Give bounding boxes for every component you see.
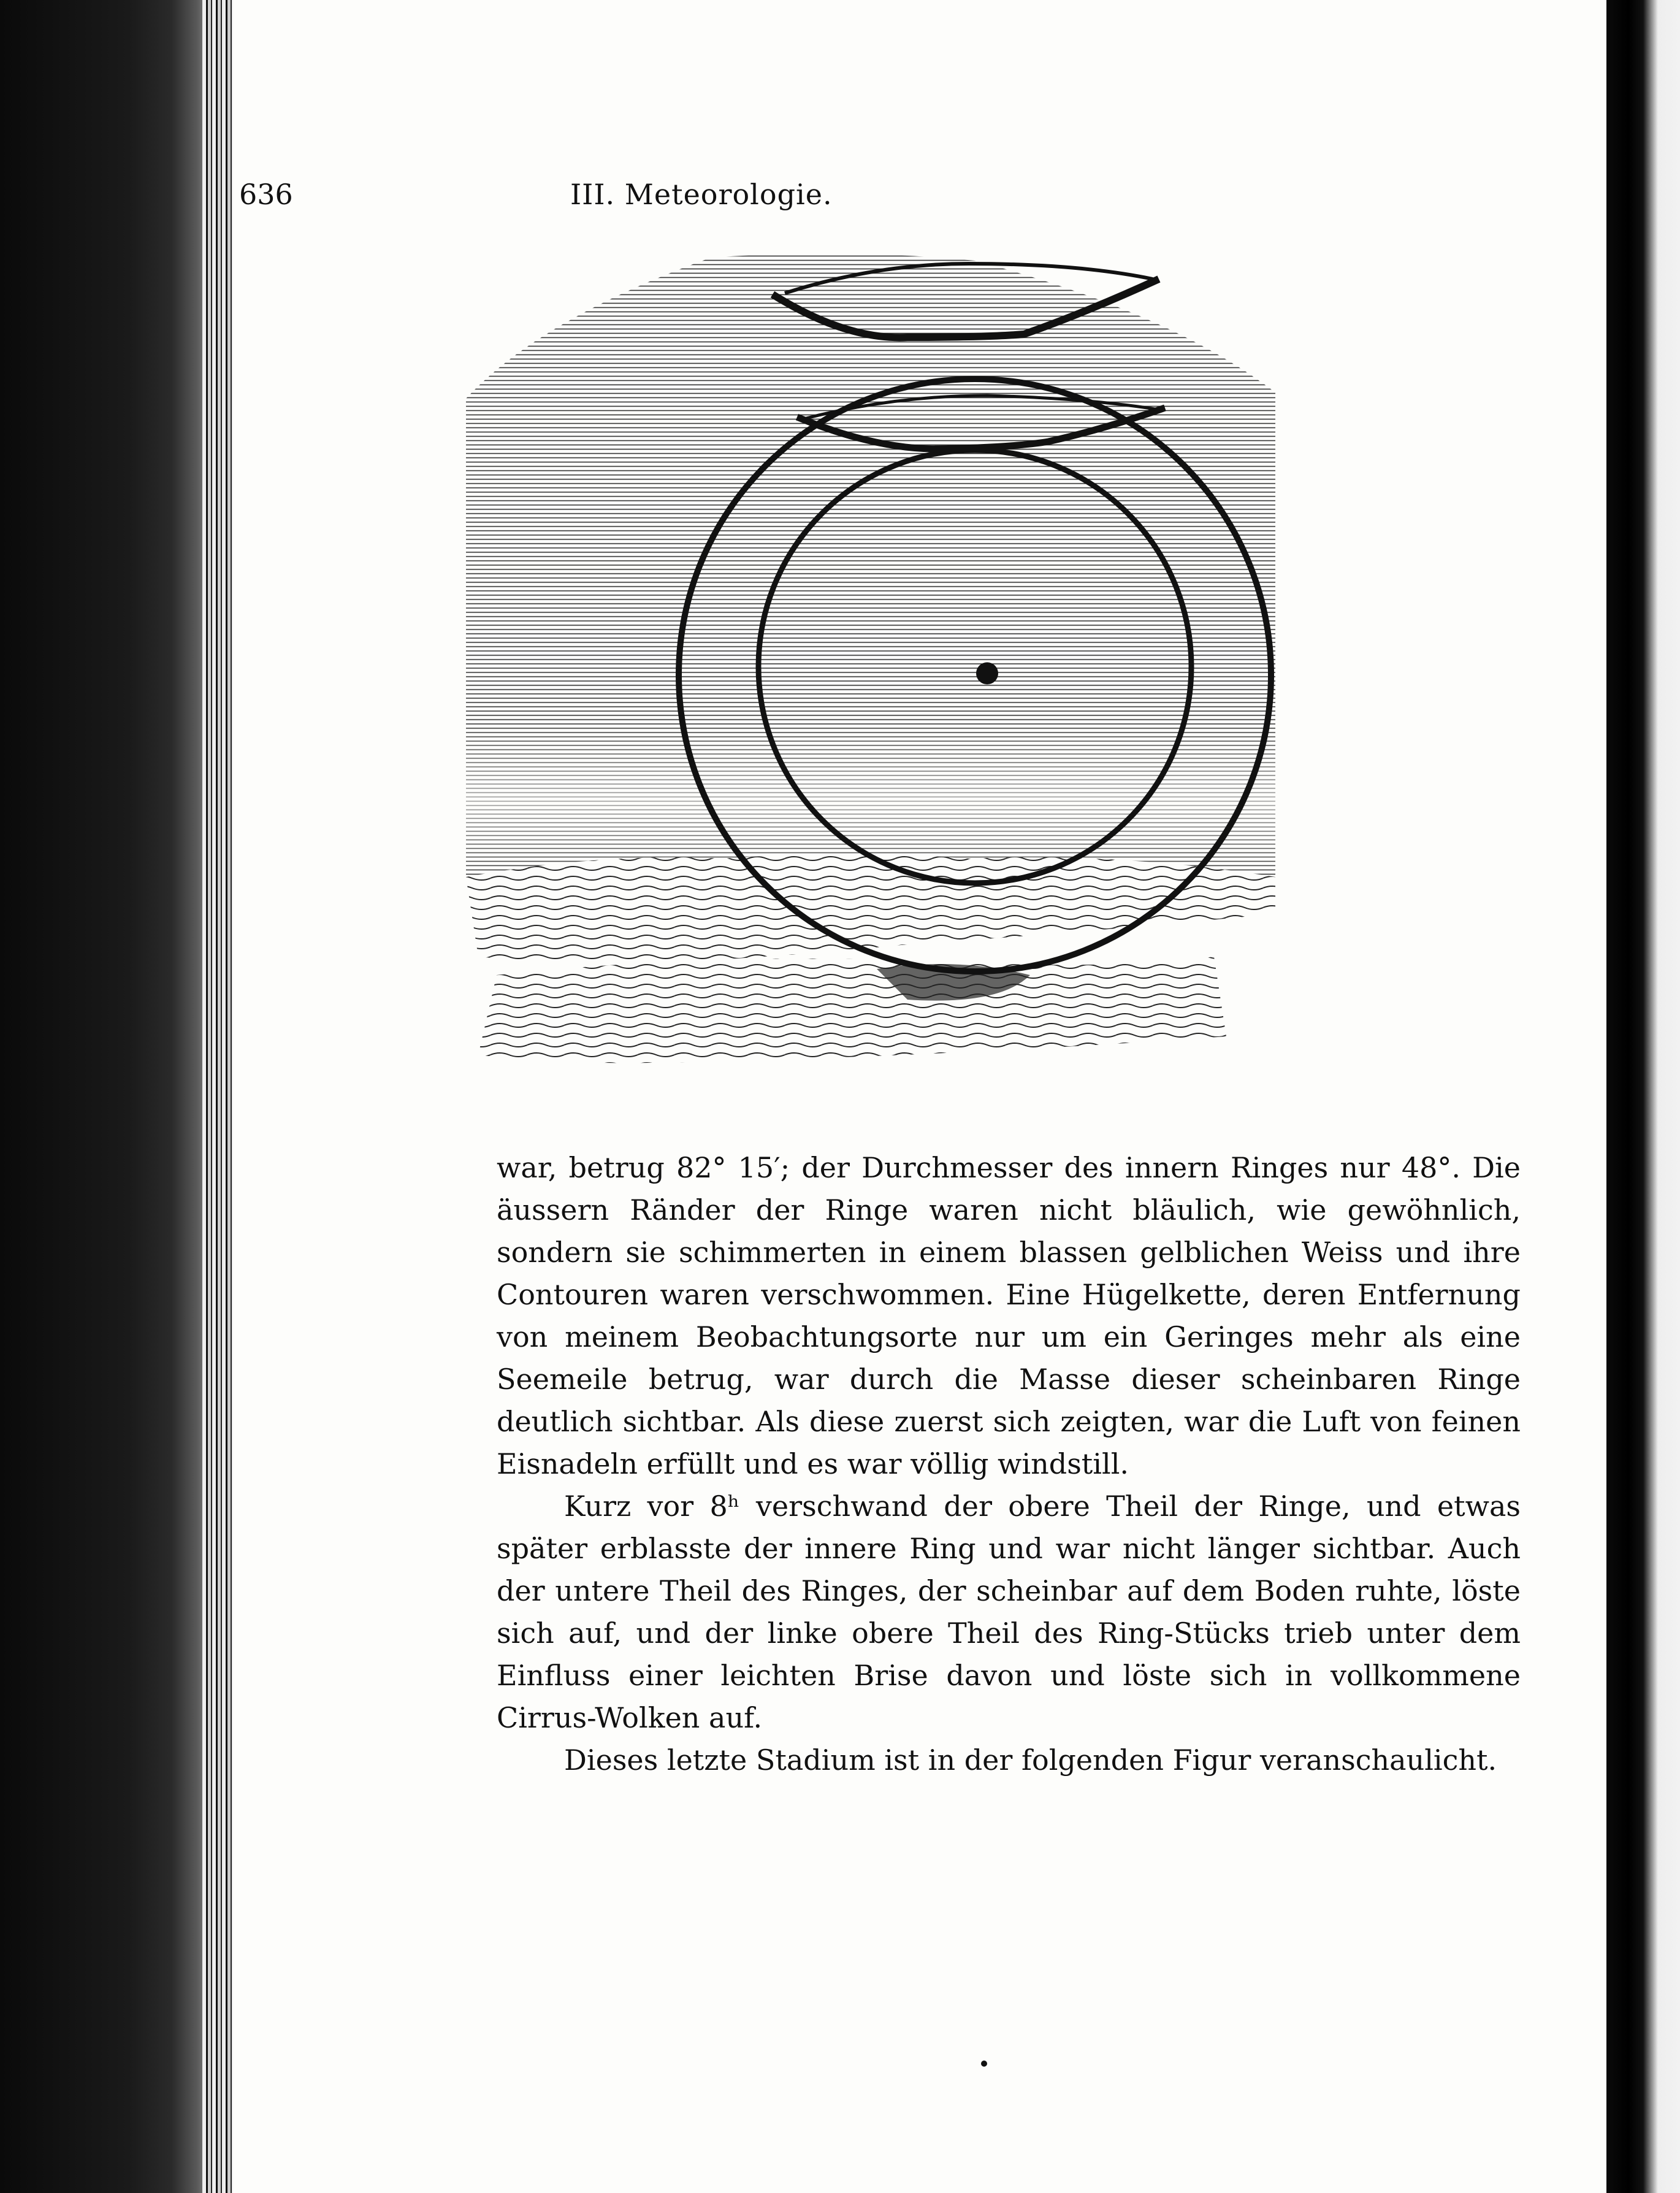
facing-page-gutter [1606, 0, 1680, 2193]
paragraph-3: Dieses letzte Stadium ist in der folgenden Figur veranschaulicht. [564, 1743, 1497, 1777]
page-header [239, 178, 1232, 221]
paragraph-2: Kurz vor 8ʰ verschwand der obere Theil der Ringe, und etwas später erblasste der innere Ring und war nicht länger sichtbar. Auch der untere Theil des Ringes, der scheinbar auf dem Boden ruhte, löste sich auf, und der linke obere Theil des Ring-Stücks trieb unter dem Einfluss einer leichten Brise davon und löste sich in vollkommene Cirrus-Wolken auf. [497, 1490, 1521, 1734]
paragraph-1: war, betrug 82° 15′; der Durchmesser des innern Ringes nur 48°. Die äussern Ränder der Ringe waren nicht bläulich, wie gewöhnlich, sondern sie schimmerten in einem blassen gelblichen Weiss und ihre Contouren waren verschwommen. Eine Hügelkette, deren Entfernung von meinem Beobachtungsorte nur um ein Geringes mehr als eine Seemeile betrug, war durch die Masse dieser scheinbaren Ringe deutlich sichtbar. Als diese zuerst sich zeigten, war die Luft von feinen Eisnadeln erfüllt und es war völlig windstill. [497, 1151, 1521, 1480]
book-binding-edge [0, 0, 215, 2193]
halo-engraving-figure [233, 245, 1288, 1098]
sun-disc [976, 662, 998, 684]
running-head: III. Meteorologie. [570, 178, 833, 211]
speck-mark [981, 2061, 987, 2067]
body-text [497, 1147, 1521, 1782]
page-number: 636 [239, 178, 293, 211]
halo-illustration [233, 245, 1288, 1098]
